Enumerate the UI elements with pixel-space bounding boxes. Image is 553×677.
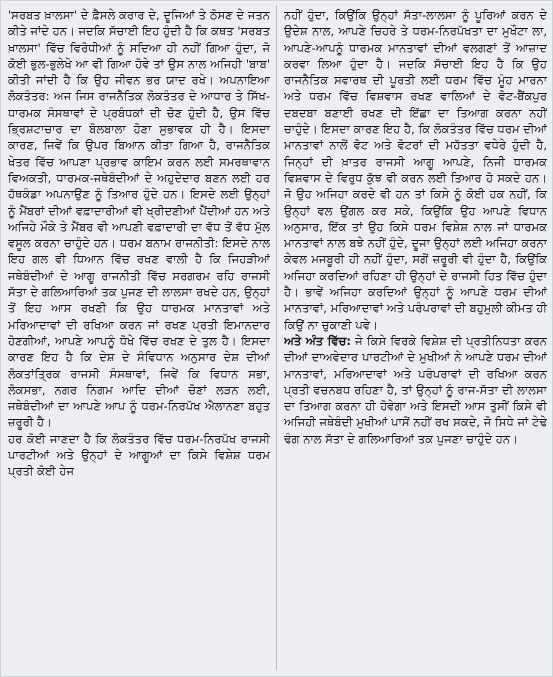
conclusion-text: ਜੇ ਕਿਸੇ ਵਿਰਕੇ ਵਿਸ਼ੇਸ਼ ਦੀ ਪ੍ਰਤੀਨਿਧਤਾ ਕਰਨ ਦੀਆਂ ਦਾਅਵੇਦਾਰ ਪਾਰਟੀਆਂ ਦੇ ਮੁਖੀਆਂ ਨੇ ਆਪਣੇ ਧਰਮ ਦੀਆਂ ਮਾਨਤਾਵਾਂ, ਮਰਿਆਦਾਵਾਂ ਅਤੇ ਪਰੰਪਰਾਵਾਂ ਦੀ ਰਖਿਆ ਕਰਨ ਪ੍ਰਤੀ ਵਚਨਬਧ ਰਹਿਣਾ ਹੈ, ਤਾਂ ਉਨ੍ਹਾਂ ਨੂੰ ਰਾਜ-ਸੱਤਾ ਦੀ ਲਾਲਸਾ ਦਾ ਤਿਆਗ ਕਰਨਾ ਹੀ ਹੋਵੇਗਾ ਅਤੇ ਇਸਦੀ ਆਸ ਤੁਸੀਂ ਕਿਸੇ ਵੀ ਅਜਿਹੀ ਜਥੇਬੰਦੀ ਮੁਖੀਆਂ ਪਾਸੋਂ ਨਹੀਂ ਰਖ ਸਕਦੇ, ਜੋ ਸਿਧੇ ਜਾਂ ਟੇਢੇ ਢੰਗ ਨਾਲ ਸੱਤਾ ਦੇ ਗਲਿਆਰਿਆਂ ਤਕ ਪੁਜਣਾ ਚਾਹੁੰਦੇ ਹਨ। <box>284 333 547 446</box>
column-divider <box>276 5 277 670</box>
article-paragraph: 'ਸਰਬਤ ਖ਼ਾਲਸਾ' ਦੇ ਫ਼ੈਸਲੇ ਕਰਾਰ ਦੇ, ਦੂਜਿਆਂ ਤੇ ਠੋਸਣ ਦੇ ਜਤਨ ਕੀਤੇ ਜਾਂਦੇ ਹਨ। ਜਦਕਿ ਸੱਚਾਈ ਇਹ ਹੁੰਦੀ ਹੈ ਕਿ ਕਥਤ 'ਸਰਬਤ ਖ਼ਾਲਸਾ' ਵਿੱਚ ਵਿਰੋਧੀਆਂ ਨੂੰ ਸਦਿਆ ਹੀ ਨਹੀਂ ਗਿਆ ਹੁੰਦਾ, ਜੋ ਕੋਈ ਭੁਲ-ਭੁਲੇਖੇ ਆ ਵੀ ਗਿਆ ਹੋਵੇ ਤਾਂ ਉਸ ਨਾਲ ਅਜਿਹੀ 'ਬਾਬ' ਕੀਤੀ ਜਾਂਦੀ ਹੈ ਕਿ ਉਹ ਜੀਵਨ ਭਰ ਯਾਦ ਰਖੇ। ਅਪਨਾਇਆ ਲੋਕਤੰਤਰ: ਅਜ ਜਿਸ ਰਾਜਨੈਤਿਕ ਲੋਕਤੰਤਰ ਦੇ ਆਧਾਰ ਤੇ ਸਿੱਖ-ਧਾਰਮਕ ਸੰਸਥਾਵਾਂ ਦੇ ਪ੍ਰਬੰਧਕਾਂ ਦੀ ਚੋਣ ਹੁੰਦੀ ਹੈ, ਉਸ ਵਿੱਚ ਭ੍ਰਿਸ਼ਟਾਚਾਰ ਦਾ ਬੋਲਬਾਲਾ ਹੋਣਾ ਸੁਭਾਵਕ ਹੀ ਹੈ। ਇਸਦਾ ਕਾਰਣ, ਜਿਵੇਂ ਕਿ ਉਪਰ ਬਿਆਨ ਕੀਤਾ ਗਿਆ ਹੈ, ਰਾਜਨੈਤਿਕ ਖੇਤਰ ਵਿੱਚ ਆਪਣਾ ਪ੍ਰਭਾਵ ਕਾਇਮ ਕਰਨ ਲਈ ਸਮਰਥਾਵਾਨ ਵਿਅਕਤੀ, ਧਾਰਮਕ-ਜਥੇਬੰਦੀਆਂ ਦੇ ਅਹੁਦੇਦਾਰ ਬਣਨ ਲਈ ਹਰ ਹੱਥਕੰਡਾ ਅਪਨਾਉਣ ਨੂੰ ਤਿਆਰ ਹੁੰਦੇ ਹਨ। ਇਸਦੇ ਲਈ ਉਨ੍ਹਾਂ ਨੂੰ ਮੈਂਬਰਾਂ ਦੀਆਂ ਵਫ਼ਾਦਾਰੀਆਂ ਵੀ ਖ੍ਰੀਦਣੀਆਂ ਪੈਂਦੀਆਂ ਹਨ ਅਤੇ ਅਜਿਹੇ ਮੌਕੇ ਤੇ ਮੈਂਬਰ ਵੀ ਆਪਣੀ ਵਫ਼ਾਦਾਰੀ ਦਾ ਵੱਧ ਤੋਂ ਵੱਧ ਮੁੱਲ ਵਸੂਲ ਕਰਨਾ ਚਾਹੁੰਦੇ ਹਨ। ਧਰਮ ਬਨਾਮ ਰਾਜਨੀਤੀ: ਇਸਦੇ ਨਾਲ ਇਹ ਗਲ ਵੀ ਧਿਆਨ ਵਿੱਚ ਰਖਣ ਵਾਲੀ ਹੈ ਕਿ ਜਿਹੜੀਆਂ ਜਥੇਬੰਦੀਆਂ ਦੇ ਆਗੂ ਰਾਜਨੀਤੀ ਵਿੱਚ ਸਰਗਰਮ ਰਹਿ ਰਾਜਸੀ ਸੱਤਾ ਦੇ ਗਲਿਆਰਿਆਂ ਤਕ ਪੁਜਣ ਦੀ ਲਾਲਸਾ ਰਖਦੇ ਹਨ, ਉਨ੍ਹਾਂ ਤੋਂ ਇਹ ਆਸ ਰਖਣੀ ਕਿ ਉਹ ਧਾਰਮਕ ਮਾਨਤਾਵਾਂ ਅਤੇ ਮਰਿਆਦਾਵਾਂ ਦੀ ਰਖਿਆ ਕਰਨ ਜਾਂ ਰਖਣ ਪ੍ਰਤੀ ਇਮਾਨਦਾਰ ਹੋਣਗੀਆਂ, ਆਪਣੇ ਆਪਨੂੰ ਧੋਖੇ ਵਿੱਚ ਰਖਣ ਦੇ ਤੁਲ ਹੈ। ਇਸਦਾ ਕਾਰਣ ਇਹ ਹੈ ਕਿ ਦੇਸ਼ ਦੇ ਸੰਵਿਧਾਨ ਅਨੁਸਾਰ ਦੇਸ਼ ਦੀਆਂ ਲੋਕਤਾਂਤ੍ਰਿਕ ਰਾਜਸੀ ਸੰਸਥਾਵਾਂ, ਜਿਵੇਂ ਕਿ ਵਿਧਾਨ ਸਭਾ, ਲੋਕਸਭਾ, ਨਗਰ ਨਿਗਮ ਆਦਿ ਦੀਆਂ ਚੋਣਾਂ ਲੜਨ ਲਈ, ਜਥੇਬੰਦੀਆਂ ਦਾ ਆਪਣੇ ਆਪ ਨੂੰ ਧਰਮ-ਨਿਰਪੱਖ ਐਲਾਨਣਾ ਬਹੁਤ ਜ਼ਰੂਰੀ ਹੈ। <box>8 8 270 430</box>
conclusion-heading: ਅਤੇ ਅੰਤ ਵਿੱਚ: <box>284 333 352 348</box>
article-paragraph: ਨਹੀਂ ਹੁੰਦਾ, ਕਿਉਂਕਿ ਉਨ੍ਹਾਂ ਸੱਤਾ-ਲਾਲਸਾ ਨੂੰ ਪੂਰਿਆਂ ਕਰਨ ਦੇ ਉਦੇਸ਼ ਨਾਲ, ਆਪਣੇ ਚਿਹਰੇ ਤੇ ਧਰਮ-ਨਿਰਪੱਖਤਾ ਦਾ ਮੁਖੌਟਾ ਲਾ, ਆਪਣੇ-ਆਪਨੂੰ ਧਾਰਮਕ ਮਾਨਤਾਵਾਂ ਦੀਆਂ ਵਲਗਣਾਂ ਤੋਂ ਆਜ਼ਾਦ ਕਰਵਾ ਲਿਆ ਹੁੰਦਾ ਹੈ। ਜਦਕਿ ਸੱਚਾਈ ਇਹ ਹੈ ਕਿ ਉਹ ਰਾਜਨੈਤਿਕ ਸਵਾਰਥ ਦੀ ਪੂਰਤੀ ਲਈ ਧਰਮ ਵਿੱਚ ਮੂੰਹ ਮਾਰਨਾ ਅਤੇ ਧਰਮ ਵਿੱਚ ਵਿਸ਼ਵਾਸ ਰਖਣ ਵਾਲਿਆਂ ਦੇ ਵੋਟ-ਬੈਂਕਪੁਰ ਦਬਦਬਾ ਬਣਾਈ ਰਖਣ ਦੀ ਇੱਛਾ ਦਾ ਤਿਆਗ ਕਰਨਾ ਨਹੀਂ ਚਾਹੁੰਦੇ। ਇਸਦਾ ਕਾਰਣ ਇਹ ਹੈ, ਕਿ ਲੋਕਤੰਤਰ ਵਿੱਚ ਧਰਮ ਦੀਆਂ ਮਾਨਤਾਵਾਂ ਨਾਲੋਂ ਵੋਟ ਅਤੇ ਵੋਟਰਾਂ ਦੀ ਮਹੱਤਤਾ ਵਧੇਰੇ ਹੁੰਦੀ ਹੈ, ਜਿਨ੍ਹਾਂ ਦੀ ਖ਼ਾਤਰ ਰਾਜਸੀ ਆਗੂ ਆਪਣੇ, ਨਿਜੀ ਧਾਰਮਕ ਵਿਸ਼ਵਾਸ ਦੇ ਵਿਰੁਧ ਕੁੱਝ ਵੀ ਕਰਨ ਲਈ ਤਿਆਰ ਹੋ ਸਕਦੇ ਹਨ। ਜੋ ਉਹ ਅਜਿਹਾ ਕਰਦੇ ਵੀ ਹਨ ਤਾਂ ਕਿਸੇ ਨੂੰ ਕੋਈ ਹਕ ਨਹੀਂ, ਕਿ ਉਨ੍ਹਾਂ ਵਲ ਉਂਗਲ ਕਰ ਸਕੇ, ਕਿਉਂਕਿ ਉਹ ਆਪਣੇ ਵਿਧਾਨ ਅਨੁਸਾਰ, ਇੱਕ ਤਾਂ ਉਹ ਕਿਸੇ ਧਰਮ ਵਿਸ਼ੇਸ਼ ਨਾਲ ਜਾਂ ਧਾਰਮਕ ਮਾਨਤਾਵਾਂ ਨਾਲ ਬਝੇ ਨਹੀਂ ਹੁੰਦੇ, ਦੂਜਾ ਉਨ੍ਹਾਂ ਲਈ ਅਜਿਹਾ ਕਰਨਾ ਕੇਵਲ ਮਜਬੂਰੀ ਹੀ ਨਹੀਂ ਹੁੰਦਾ, ਸਗੋਂ ਜ਼ਰੂਰੀ ਵੀ ਹੁੰਦਾ ਹੈ, ਕਿਉਂਕਿ ਅਜਿਹਾ ਕਰਦਿਆਂ ਰਹਿਣਾ ਹੀ ਉਨ੍ਹਾਂ ਦੇ ਰਾਜਸੀ ਹਿਤ ਵਿੱਚ ਹੁੰਦਾ ਹੈ। ਭਾਵੇਂ ਅਜਿਹਾ ਕਰਦਿਆਂ ਉਨ੍ਹਾਂ ਨੂੰ ਆਪਣੇ ਧਰਮ ਦੀਆਂ ਮਾਨਤਾਵਾਂ, ਮਰਿਆਦਾਵਾਂ ਅਤੇ ਪਰੰਪਰਾਵਾਂ ਦੀ ਬਹੁਮੁਲੀ ਕੀਮਤ ਹੀ ਕਿਉਂ ਨਾ ਚੁਕਾਣੀ ਪਵੇ। <box>284 8 547 332</box>
article-column-right <box>284 7 547 669</box>
article-paragraph: ਹਰ ਕੋਈ ਜਾਣਦਾ ਹੈ ਕਿ ਲੋਕਤੰਤਰ ਵਿੱਚ ਧਰਮ-ਨਿਰਪੱਖ ਰਾਜਸੀ ਪਾਰਟੀਆਂ ਅਤੇ ਉਨ੍ਹਾਂ ਦੇ ਆਗੂਆਂ ਦਾ ਕਿਸੇ ਵਿਸ਼ੇਸ਼ ਧਰਮ ਪ੍ਰਤੀ ਕੋਈ ਹੇਜ <box>8 431 270 479</box>
article-column-left <box>8 7 270 669</box>
article-conclusion <box>284 333 547 447</box>
